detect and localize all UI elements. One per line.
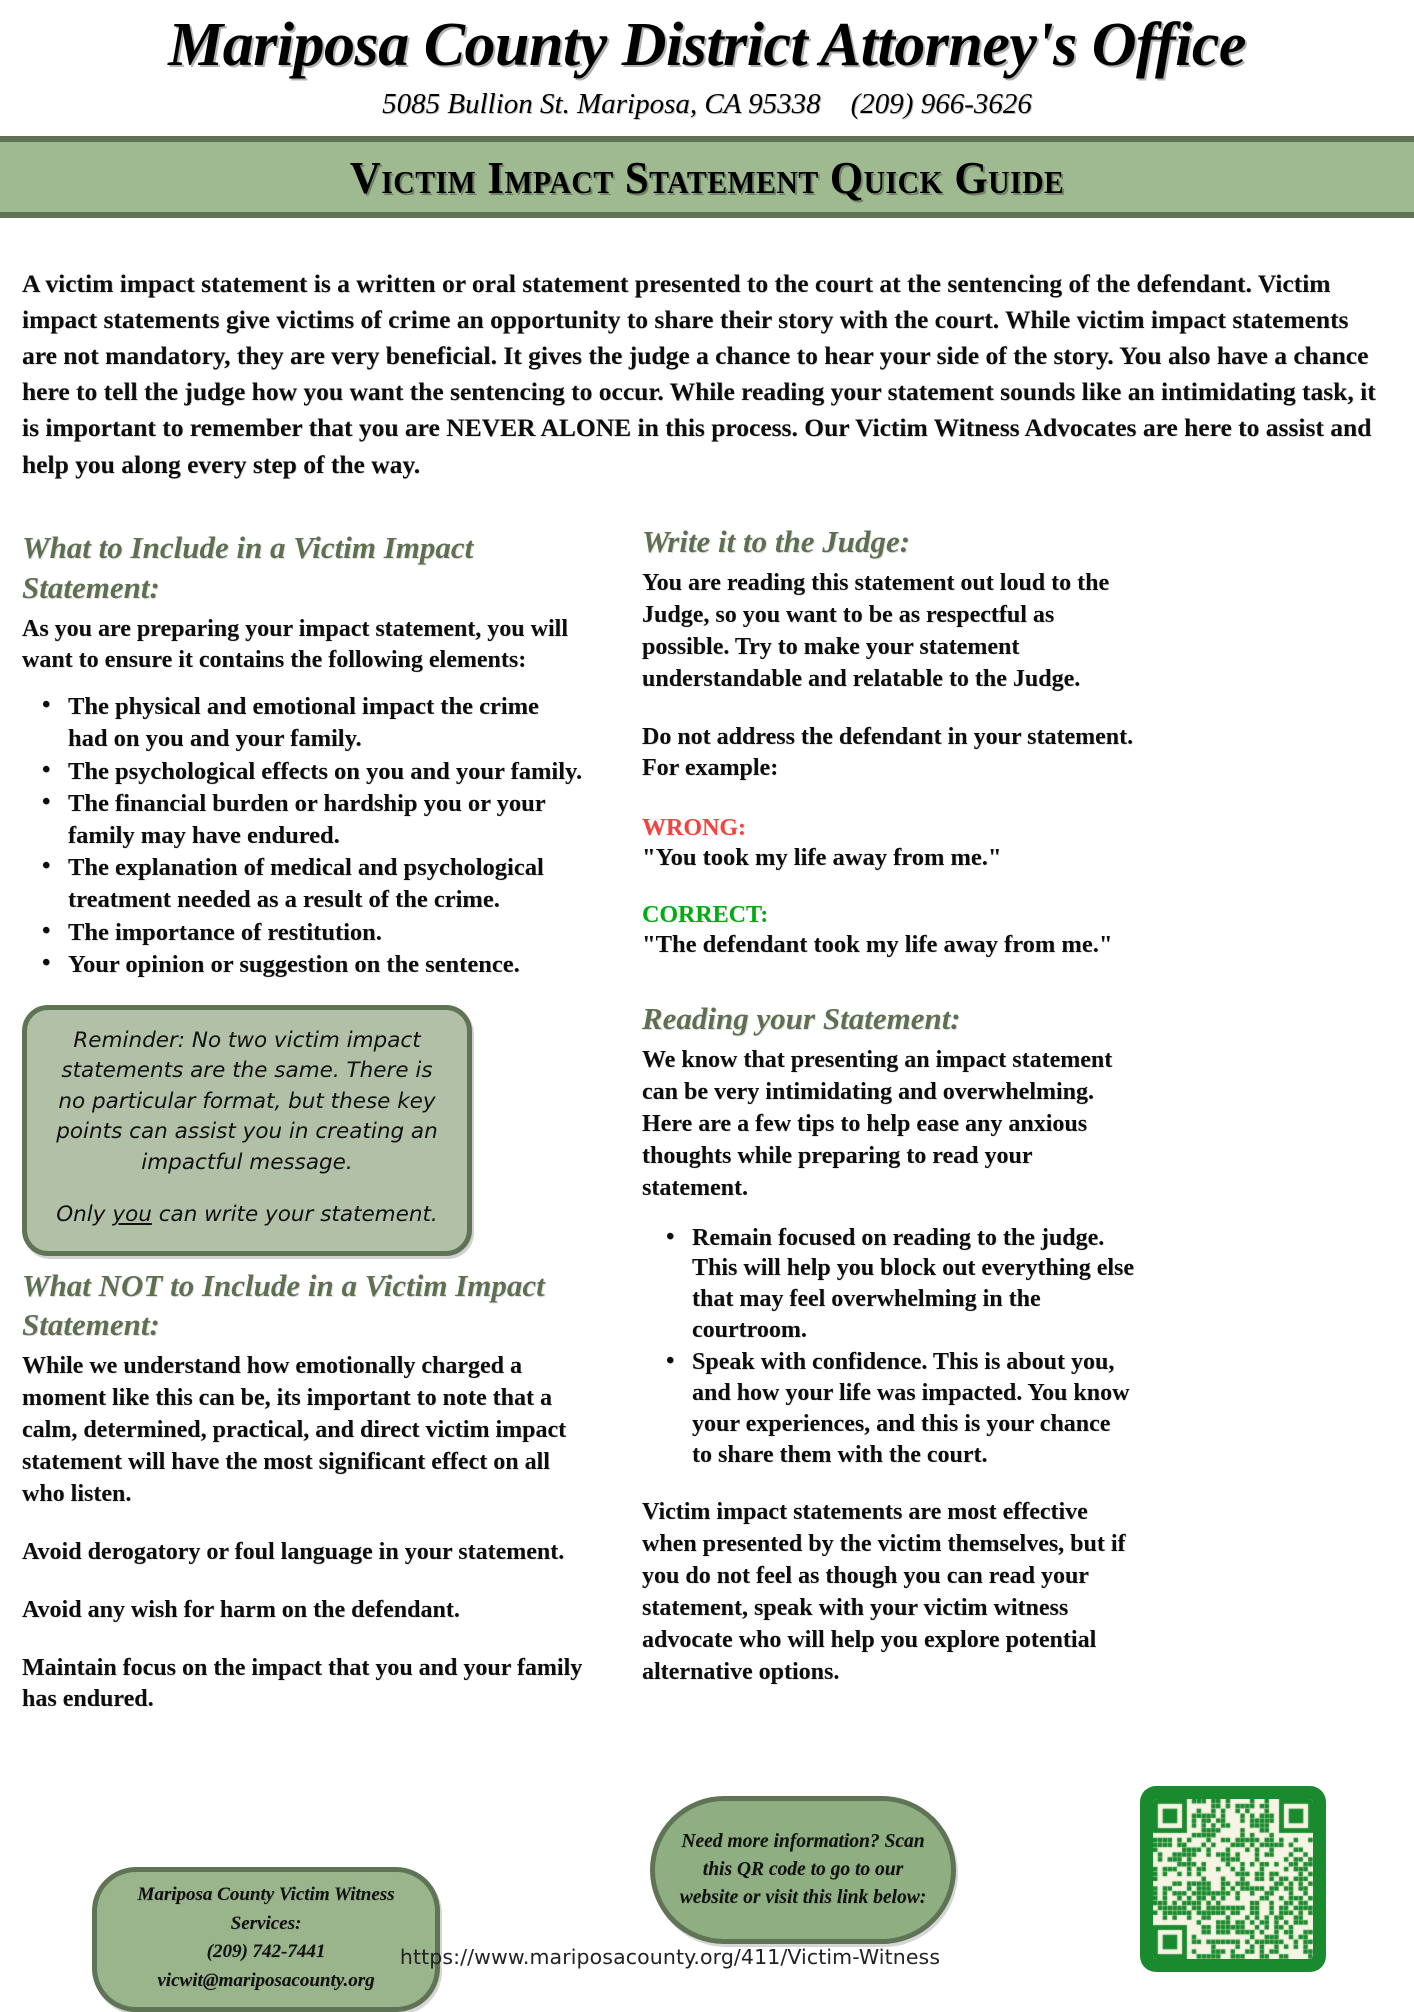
- list-item: • The explanation of medical and psychological treatment needed as a result of the crime.: [68, 852, 584, 915]
- reading-statement-paragraph-1: We know that presenting an impact statement can be very intimidating and overwhelming. Here are a few tips to help ease any anxious thoughts while preparing to read your statement.: [642, 1047, 1113, 1201]
- organization-title: Mariposa County District Attorney's Office: [168, 11, 1246, 79]
- list-item: • Speak with confidence. This is about you, and how your life was impacted. You know your experiences, and this is your chance to share them with the court.: [692, 1347, 1136, 1471]
- heading-what-not-to-include: What NOT to Include in a Victim Impact Statement:: [22, 1267, 545, 1343]
- heading-write-it-to-the-judge: Write it to the Judge:: [642, 524, 911, 560]
- write-to-judge-paragraph-2: Do not address the defendant in your statement. For example:: [642, 723, 1134, 782]
- reminder-suffix: can write your statement.: [151, 1202, 438, 1228]
- victim-witness-contact-box: [92, 1867, 440, 2012]
- left-column: [22, 518, 584, 1716]
- reminder-callout-box: [22, 1005, 472, 1256]
- right-column: [606, 518, 1136, 1716]
- heading-reading-your-statement: Reading your Statement:: [642, 1001, 961, 1037]
- list-item: • The physical and emotional impact the crime had on you and your family.: [68, 691, 584, 754]
- reminder-emphasis: you: [112, 1202, 152, 1228]
- what-not-to-include-paragraph-3: Avoid any wish for harm on the defendant.: [22, 1596, 460, 1623]
- wrong-example-quote: "You took my life away from me.": [642, 844, 1002, 872]
- wrong-example-label: WRONG:: [642, 815, 746, 842]
- what-to-include-list: [22, 691, 584, 980]
- contact-phone-number: (209) 742-7441: [206, 1941, 326, 1962]
- contact-service-name: Mariposa County Victim Witness Services:: [137, 1884, 395, 1934]
- list-item: • The psychological effects on you and your family.: [68, 756, 584, 788]
- intro-paragraph: A victim impact statement is a written or oral statement presented to the court at the sentencing of the defendant. Victim impact statements give victims of crime an opportunity to share their story with the court. While victim impact statements are not mandatory, they are very beneficial. It gives the judge a chance to hear your side of the story. You also have a chance here to tell the judge how you want the sentencing to occur. While reading your statement sounds like an intimidating task, it is important to remember that you are NEVER ALONE in this process. Our Victim Witness Advocates are here to assist and help you along every step of the way.: [22, 268, 1376, 479]
- reminder-prefix: Only: [56, 1202, 113, 1228]
- reading-statement-paragraph-2: Victim impact statements are most effective when presented by the victim themselves, but if you do not feel as though you can read your statement, speak with your victim witness advocate who will help you explore potential alternative options.: [642, 1499, 1126, 1685]
- organization-phone: (209) 966-3626: [850, 88, 1032, 120]
- heading-what-to-include: What to Include in a Victim Impact Statement:: [22, 530, 474, 605]
- correct-example-label: CORRECT:: [642, 902, 769, 929]
- list-item: • Your opinion or suggestion on the sentence.: [68, 949, 584, 981]
- qr-prompt-box: [650, 1796, 956, 1944]
- list-item: • The importance of restitution.: [68, 917, 584, 949]
- title-banner: [0, 136, 1414, 218]
- what-not-to-include-paragraph-1: While we understand how emotionally charged a moment like this can be, its important to note that a calm, determined, practical, and direct victim impact statement will have the most significant effect on all who listen.: [22, 1353, 567, 1507]
- what-not-to-include-paragraph-4: Maintain focus on the impact that you and your family has endured.: [22, 1654, 583, 1713]
- banner-title: Victim Impact Statement Quick Guide: [349, 151, 1065, 203]
- document-footer: [0, 1830, 1414, 2000]
- qr-code-matrix: [1153, 1799, 1313, 1959]
- what-to-include-intro: As you are preparing your impact statement, you will want to ensure it contains the following elements:: [22, 615, 568, 674]
- organization-contact-line: [0, 88, 1414, 121]
- reminder-text-primary: Reminder: No two victim impact statements are the same. There is no particular format, but these key points can assist you in creating an impactful message.: [56, 1027, 438, 1175]
- qr-code-canvas: [1153, 1799, 1313, 1959]
- document-header: [0, 0, 1414, 121]
- list-item: • The financial burden or hardship you or your family may have endured.: [68, 788, 584, 851]
- content-columns: [0, 508, 1414, 1716]
- list-item: • Remain focused on reading to the judge. This will help you block out everything else that may feel overwhelming in the courtroom.: [692, 1223, 1136, 1347]
- correct-example-quote: "The defendant took my life away from me.": [642, 931, 1113, 959]
- reading-tips-list: [642, 1223, 1136, 1472]
- what-not-to-include-paragraph-2: Avoid derogatory or foul language in your statement.: [22, 1538, 565, 1565]
- reminder-text-secondary: [47, 1200, 447, 1231]
- contact-email-address: vicwit@mariposacounty.org: [157, 1969, 375, 1991]
- website-url: https://www.mariposacounty.org/411/Victim-Witness: [399, 1945, 941, 1969]
- write-to-judge-paragraph-1: You are reading this statement out loud to the Judge, so you want to be as respectful as possible. Try to make your statement understandable and relatable to the Judge.: [642, 569, 1110, 692]
- organization-address: 5085 Bullion St. Mariposa, CA 95338: [382, 88, 821, 120]
- qr-prompt-text: Need more information? Scan this QR code to go to our website or visit this link below:: [679, 1830, 927, 1909]
